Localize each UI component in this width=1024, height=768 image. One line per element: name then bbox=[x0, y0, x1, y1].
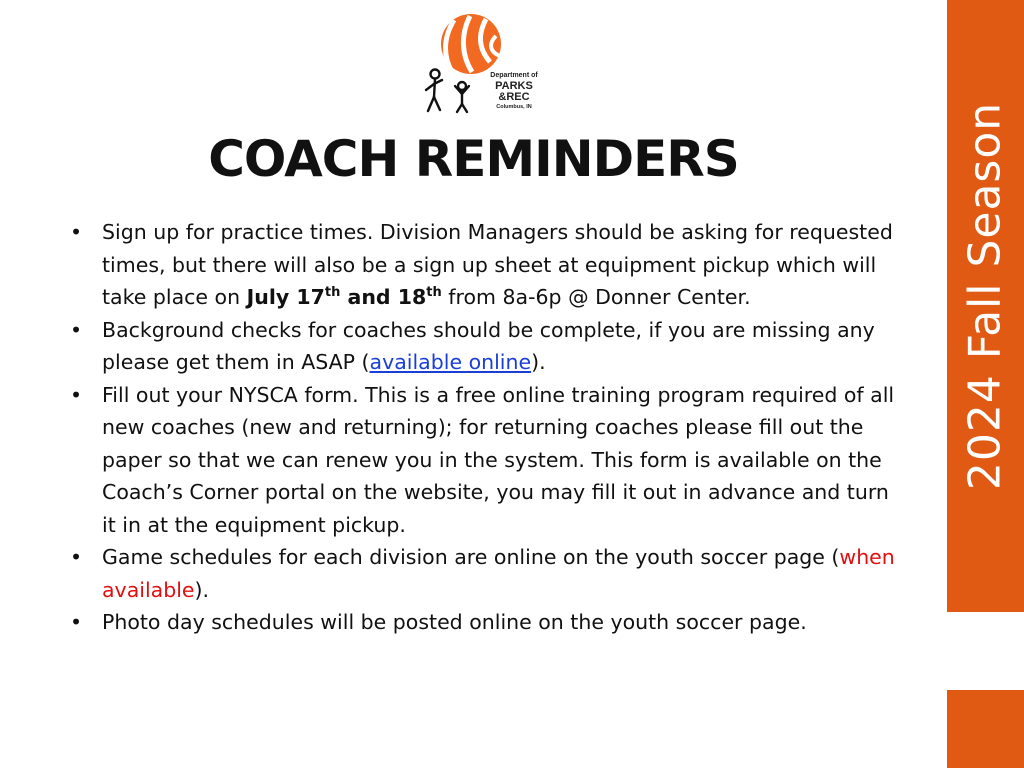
reminder-text: Game schedules for each division are online on the youth soccer page ( bbox=[102, 545, 840, 569]
bullet-icon: • bbox=[70, 610, 83, 634]
bullet-icon: • bbox=[70, 382, 83, 407]
reminder-text: from 8a-6p @ Donner Center. bbox=[441, 285, 751, 309]
reminder-text: Photo day schedules will be posted online on the youth soccer page. bbox=[102, 610, 807, 634]
list-item bbox=[70, 216, 900, 314]
logo-parks-text: PARKS bbox=[495, 80, 533, 92]
list-item bbox=[70, 314, 900, 379]
season-label: 2024 Fall Season bbox=[959, 101, 1011, 491]
reminder-text: Sign up for practice times. Division Managers should be asking for requested times, but there will also be a sign up sheet at equipment pickup which will take place on bbox=[102, 220, 893, 309]
reminder-text: ). bbox=[194, 577, 210, 602]
reminder-date-bold bbox=[247, 285, 442, 309]
ordinal-suffix: th bbox=[426, 285, 442, 300]
sidebar-band-bottom bbox=[947, 690, 1024, 768]
when-available-highlight: when available bbox=[102, 545, 895, 602]
date-18: and 18 bbox=[340, 285, 427, 309]
logo-city-text: Columbus, IN bbox=[496, 104, 532, 110]
list-item bbox=[70, 606, 900, 639]
list-item bbox=[70, 379, 900, 542]
list-item bbox=[70, 541, 900, 606]
logo-dept-text: Department of bbox=[490, 72, 538, 79]
bullet-icon: • bbox=[70, 220, 83, 244]
date-july: July 17 bbox=[246, 285, 325, 309]
bullet-icon: • bbox=[70, 317, 83, 342]
page-title: COACH REMINDERS bbox=[208, 130, 739, 188]
available-online-link[interactable]: available online bbox=[369, 350, 532, 374]
reminder-list bbox=[70, 216, 900, 639]
reminder-text: ). bbox=[531, 350, 546, 374]
logo-rec-text: &REC bbox=[498, 91, 530, 103]
sidebar-gap bbox=[947, 612, 1024, 690]
parks-rec-logo bbox=[418, 14, 548, 120]
reminder-text: Fill out your NYSCA form. This is a free online training program required of all new coaches (new and returning); for returning coaches please fill out the paper so that we can renew you in the system. This form is available on the Coach’s Corner portal on the website, you may fill it out in advance and turn it in at the equipment pickup. bbox=[102, 382, 895, 537]
bullet-icon: • bbox=[70, 545, 83, 569]
logo-wordmark bbox=[484, 72, 544, 111]
ordinal-suffix: th bbox=[324, 285, 341, 300]
reminder-text: Background checks for coaches should be complete, if you are missing any please get them in ASAP ( bbox=[102, 317, 875, 374]
